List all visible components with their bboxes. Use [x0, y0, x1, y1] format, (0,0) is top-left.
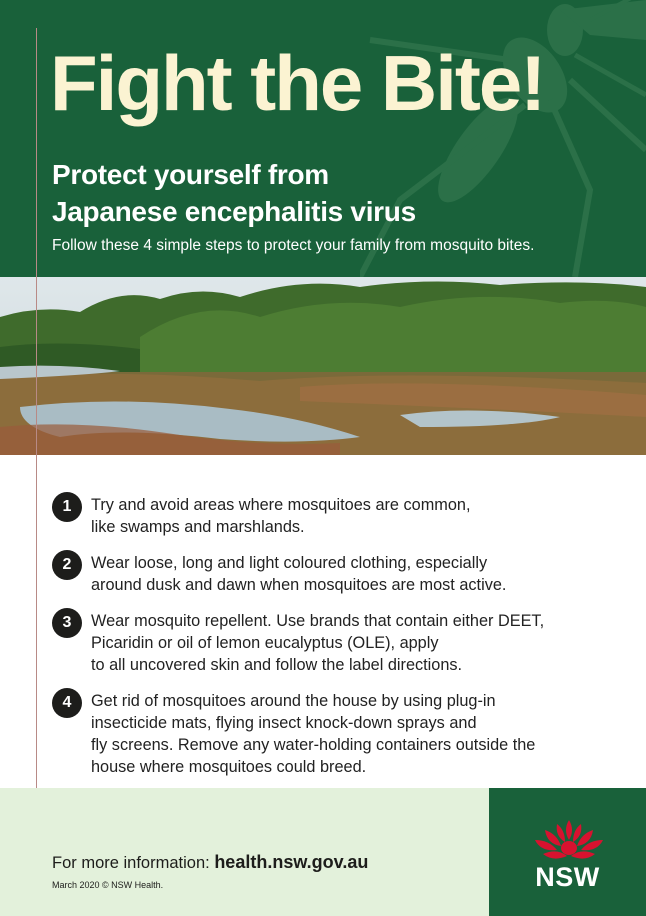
nsw-logo-text: NSW [535, 862, 600, 892]
step-line: Try and avoid areas where mosquitoes are common, [91, 496, 471, 514]
step-line: Picaridin or oil of lemon eucalyptus (OLE), apply [91, 634, 439, 652]
step-text [91, 688, 632, 778]
step-number-badge: 2 [52, 550, 82, 580]
step-text [91, 608, 632, 676]
step-number-badge: 4 [52, 688, 82, 718]
step-line: to all uncovered skin and follow the label directions. [91, 656, 463, 674]
step-text [91, 550, 632, 596]
copyright-text: March 2020 © NSW Health. [52, 880, 164, 890]
step-line: Get rid of mosquitoes around the house by using plug-in [91, 692, 496, 710]
steps-list [52, 492, 632, 790]
step-number-badge: 1 [52, 492, 82, 522]
page-title: Fight the Bite! [50, 39, 545, 127]
list-item [52, 608, 632, 676]
list-item [52, 550, 632, 596]
list-item [52, 492, 632, 538]
more-info [52, 852, 368, 873]
more-info-label: For more information: [52, 854, 215, 872]
margin-rule [36, 28, 37, 898]
step-line: fly screens. Remove any water-holding containers outside the [91, 736, 536, 754]
step-line: insecticide mats, flying insect knock-down sprays and [91, 714, 477, 732]
subtitle-line-1: Protect yourself from [52, 159, 329, 190]
more-info-link[interactable]: health.nsw.gov.au [214, 852, 369, 872]
subtitle-line-2: Japanese encephalitis virus [52, 196, 416, 227]
nsw-logo [489, 788, 646, 916]
wetland-photo [0, 277, 646, 455]
step-text [91, 492, 632, 538]
list-item [52, 688, 632, 778]
step-line: house where mosquitoes could breed. [91, 758, 367, 776]
step-line: around dusk and dawn when mosquitoes are most active. [91, 576, 507, 594]
step-line: Wear mosquito repellent. Use brands that contain either DEET, [91, 612, 545, 630]
intro-text: Follow these 4 simple steps to protect your family from mosquito bites. [52, 237, 535, 254]
subtitle [52, 156, 416, 230]
step-line: Wear loose, long and light coloured clothing, especially [91, 554, 488, 572]
waratah-icon [533, 818, 605, 862]
footer [0, 788, 489, 916]
step-line: like swamps and marshlands. [91, 518, 305, 536]
step-number-badge: 3 [52, 608, 82, 638]
header-banner [0, 0, 646, 277]
